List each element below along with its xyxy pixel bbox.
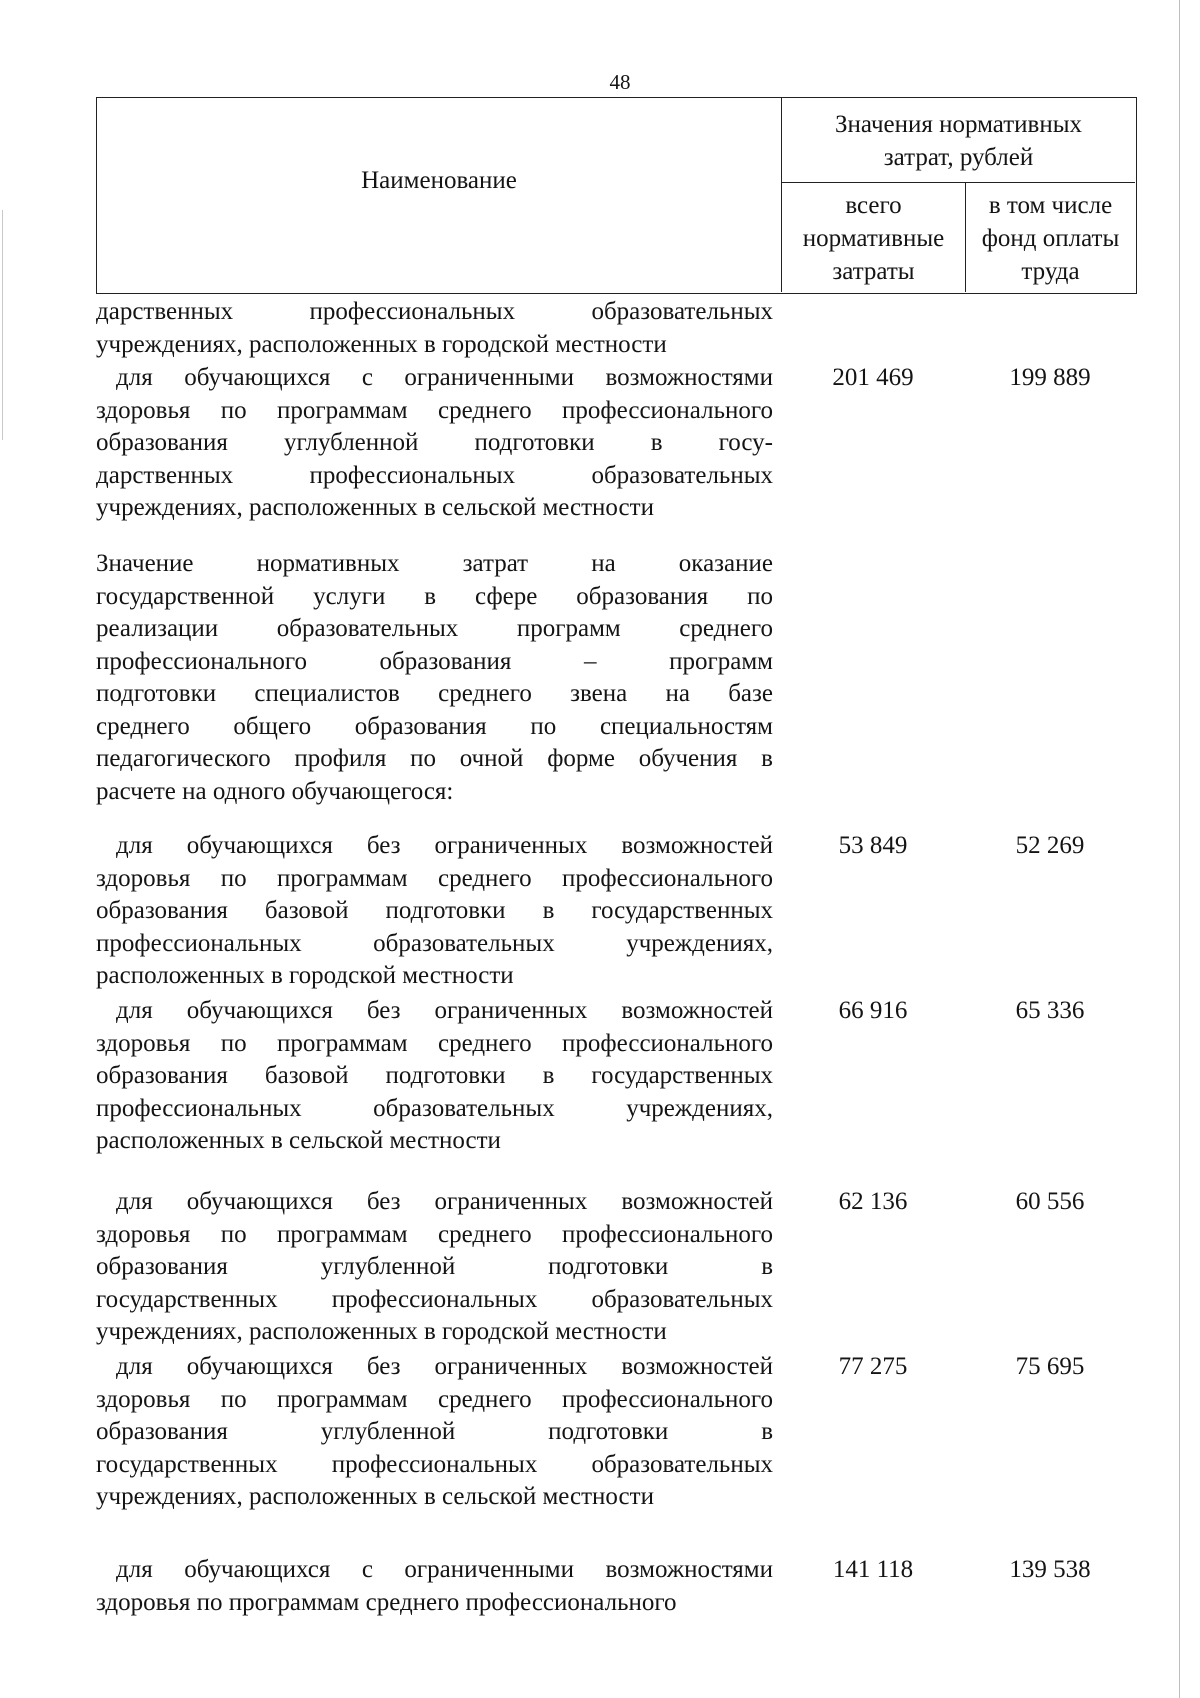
- description-line: государственных профессиональных образовательных: [96, 1450, 773, 1478]
- header-line: труда: [1021, 258, 1080, 285]
- header-line: затраты: [832, 258, 915, 285]
- value-total: 77 275: [838, 1353, 908, 1380]
- description-line: здоровья по программам среднего профессионального: [96, 396, 773, 424]
- description-line: государственных профессиональных образовательных: [96, 1285, 773, 1313]
- description-line: для обучающихся без ограниченных возможностей: [116, 1353, 773, 1380]
- value-wage-fund: 60 556: [1015, 1188, 1085, 1215]
- description-line: здоровья по программам среднего профессионального: [96, 1029, 773, 1057]
- description-line: дарственных профессиональных образовательных: [96, 461, 773, 489]
- description-line: образования базовой подготовки в государственных: [96, 897, 773, 924]
- table-row-description: [96, 362, 773, 525]
- description-line: образования углубленной подготовки в: [96, 1418, 773, 1445]
- page-number: 48: [609, 70, 631, 94]
- description-line: здоровья по программам среднего профессионального: [96, 1220, 773, 1248]
- column-group-header: [782, 98, 1135, 183]
- description-line: учреждениях, расположенных в городской местности: [96, 330, 667, 358]
- description-line: дарственных профессиональных образовательных: [96, 298, 773, 325]
- table-row-description: [96, 1554, 773, 1619]
- description-line: учреждениях, расположенных в сельской местности: [96, 494, 654, 521]
- description-line: реализации образовательных программ среднего: [96, 615, 773, 642]
- header-line: фонд оплаты: [981, 225, 1120, 252]
- description-line: среднего общего образования по специальностям: [96, 712, 773, 740]
- description-line: для обучающихся с ограниченными возможностями: [116, 1556, 773, 1583]
- description-line: учреждениях, расположенных в сельской местности: [96, 1483, 654, 1510]
- value-total: 62 136: [838, 1188, 908, 1215]
- scan-edge: [1179, 0, 1180, 1698]
- description-line: расчете на одного обучающегося:: [96, 777, 454, 805]
- description-line: педагогического профиля по очной форме обучения в: [96, 745, 773, 772]
- description-line: образования углубленной подготовки в госу-: [96, 429, 773, 456]
- value-wage-fund: 52 269: [1015, 832, 1085, 859]
- description-line: для обучающихся без ограниченных возможностей: [116, 1188, 773, 1215]
- description-line: расположенных в городской местности: [96, 962, 514, 989]
- description-line: государственной услуги в сфере образования по: [96, 582, 773, 610]
- description-line: подготовки специалистов среднего звена на базе: [96, 680, 773, 707]
- description-line: расположенных в сельской местности: [96, 1127, 501, 1154]
- header-line: всего: [845, 192, 902, 219]
- header-line: нормативные: [802, 225, 945, 252]
- value-total: 141 118: [832, 1556, 914, 1583]
- description-line: профессиональных образовательных учреждениях,: [96, 1094, 773, 1122]
- value-wage-fund: 75 695: [1015, 1353, 1085, 1380]
- description-line: учреждениях, расположенных в городской местности: [96, 1318, 667, 1345]
- description-line: профессиональных образовательных учреждениях,: [96, 929, 773, 957]
- description-line: образования углубленной подготовки в: [96, 1253, 773, 1280]
- table-header: [96, 97, 1137, 294]
- table-row-description: [96, 995, 773, 1158]
- table-row-description: [96, 296, 773, 361]
- description-line: для обучающихся без ограниченных возможностей: [116, 997, 773, 1024]
- value-total: 201 469: [832, 364, 914, 391]
- value-wage-fund: 199 889: [1009, 364, 1091, 391]
- table-row-description: [96, 1351, 773, 1514]
- table-row-description: [96, 1186, 773, 1349]
- value-wage-fund: 65 336: [1015, 997, 1085, 1024]
- description-line: образования базовой подготовки в государственных: [96, 1062, 773, 1089]
- description-line: здоровья по программам среднего профессионального: [96, 1588, 677, 1616]
- description-line: здоровья по программам среднего профессионального: [96, 864, 773, 892]
- description-line: для обучающихся без ограниченных возможностей: [116, 832, 773, 859]
- value-total: 53 849: [838, 832, 908, 859]
- column-header-total: [782, 183, 966, 292]
- description-line: для обучающихся с ограниченными возможностями: [116, 364, 773, 391]
- value-total: 66 916: [838, 997, 908, 1024]
- header-line: в том числе: [988, 192, 1113, 219]
- scan-edge: [2, 210, 3, 440]
- column-header-wage-fund: [966, 183, 1135, 292]
- header-line: затрат, рублей: [883, 144, 1034, 171]
- column-header-name: Наименование: [97, 98, 782, 292]
- table-row-description: [96, 548, 773, 808]
- description-line: Значение нормативных затрат на оказание: [96, 550, 773, 577]
- header-line: Значения нормативных: [834, 111, 1083, 138]
- value-wage-fund: 139 538: [1009, 1556, 1091, 1583]
- description-line: профессионального образования – программ: [96, 647, 773, 675]
- table-row-description: [96, 830, 773, 993]
- description-line: здоровья по программам среднего профессионального: [96, 1385, 773, 1413]
